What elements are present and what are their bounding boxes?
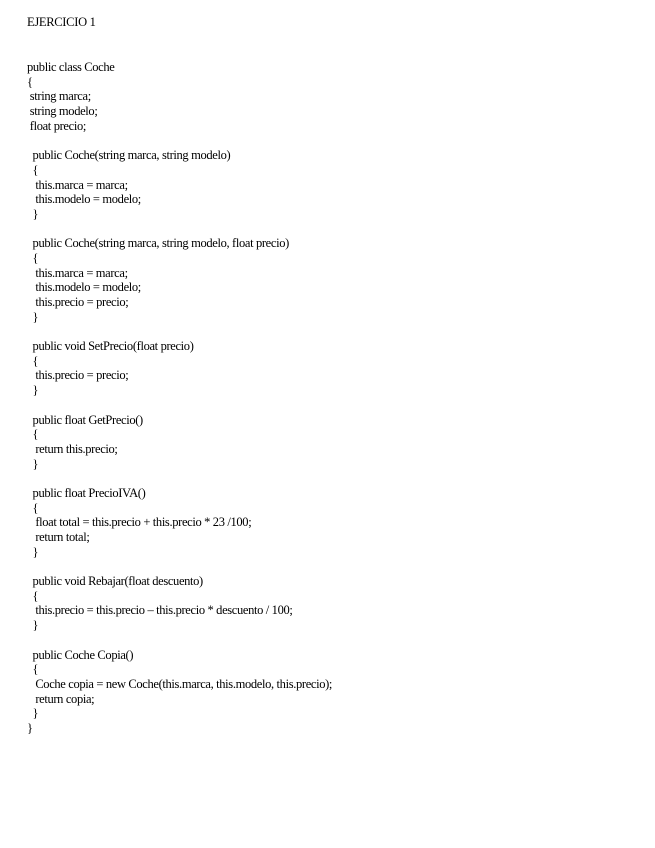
- code-line: string modelo;: [27, 104, 98, 119]
- code-line: {: [27, 427, 39, 442]
- code-line: float precio;: [27, 118, 86, 133]
- code-line: }: [27, 706, 39, 721]
- code-line: {: [27, 588, 39, 603]
- code-line: this.precio = precio;: [27, 295, 129, 309]
- code-line: }: [27, 618, 39, 633]
- code-line: [27, 471, 332, 486]
- code-line: [27, 398, 332, 413]
- code-line: float total = this.precio + this.precio * 23 /100;: [27, 515, 252, 530]
- code-line: {: [27, 162, 39, 177]
- code-line: {: [27, 353, 39, 368]
- code-line: [27, 559, 332, 574]
- code-line: {: [27, 74, 33, 89]
- code-line: return total;: [27, 530, 90, 544]
- code-line: Coche copia = new Coche(this.marca, this.modelo, this.precio);: [27, 676, 333, 691]
- code-line: string marca;: [27, 89, 91, 104]
- code-line: public void Rebajar(float descuento): [27, 574, 203, 589]
- code-line: [27, 133, 332, 148]
- code-line: this.precio = precio;: [27, 368, 129, 383]
- code-line: public Coche(string marca, string modelo): [27, 148, 231, 163]
- code-line: {: [27, 500, 39, 515]
- code-line: }: [27, 544, 39, 559]
- code-line: this.precio = this.precio – this.precio * descuento / 100;: [27, 603, 293, 618]
- code-line: [27, 324, 332, 339]
- code-line: public float PrecioIVA(): [27, 485, 146, 500]
- code-line: public float GetPrecio(): [27, 412, 143, 427]
- code-line: return this.precio;: [27, 441, 118, 456]
- code-line: public Coche Copia(): [27, 647, 134, 662]
- code-line: }: [27, 456, 39, 471]
- code-line: public void SetPrecio(float precio): [27, 339, 194, 354]
- code-line: this.marca = marca;: [27, 265, 128, 280]
- code-line: }: [27, 206, 39, 221]
- code-block: [27, 60, 332, 736]
- code-line: public Coche(string marca, string modelo, float precio): [27, 236, 289, 251]
- code-line: return copia;: [27, 691, 95, 706]
- code-line: }: [27, 383, 39, 398]
- code-line: }: [27, 720, 33, 735]
- code-line: [27, 633, 332, 648]
- code-line: {: [27, 250, 39, 265]
- document-title: EJERCICIO 1: [27, 15, 96, 29]
- code-line: this.modelo = modelo;: [27, 280, 141, 295]
- code-line: this.marca = marca;: [27, 177, 128, 192]
- code-line: {: [27, 662, 39, 677]
- code-line: this.modelo = modelo;: [27, 192, 141, 207]
- code-line: public class Coche: [27, 60, 115, 74]
- code-line: }: [27, 309, 39, 324]
- code-line: [27, 222, 332, 237]
